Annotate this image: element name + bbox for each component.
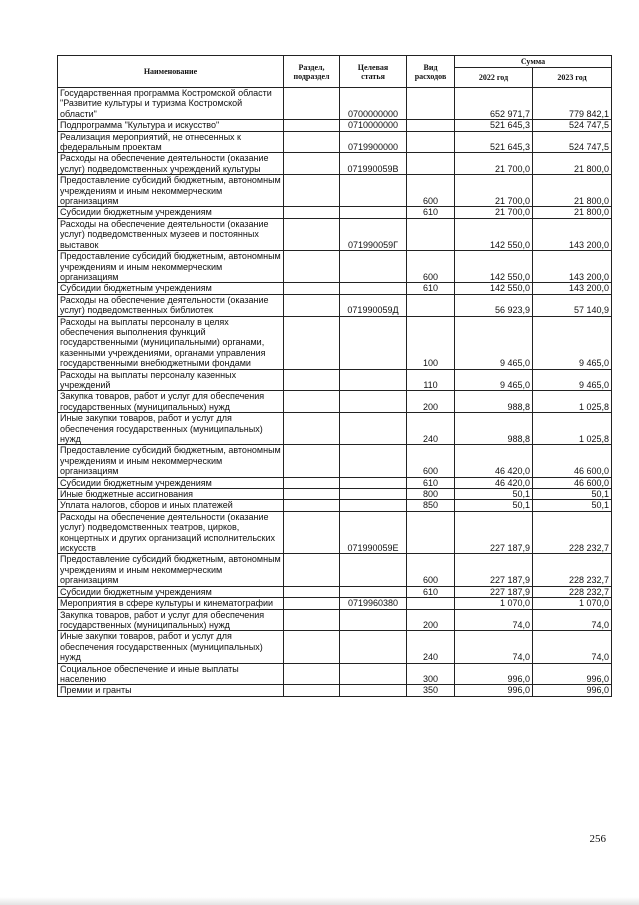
row-type: 600 [407,554,455,586]
row-code: 071990059Е [340,511,407,554]
table-row [58,554,612,586]
row-type: 850 [407,500,455,511]
row-section [284,477,340,488]
table-row [58,218,612,250]
header-year-2023: 2023 год [533,68,612,88]
row-type [407,294,455,316]
table-row [58,294,612,316]
row-amount-2023: 21 800,0 [533,153,612,175]
row-section [284,445,340,477]
row-section [284,598,340,609]
row-amount-2023: 9 465,0 [533,369,612,391]
table-row [58,500,612,511]
row-amount-2023: 74,0 [533,631,612,663]
row-code [340,207,407,218]
row-type [407,131,455,153]
row-amount-2023: 9 465,0 [533,316,612,369]
row-amount-2022: 74,0 [455,609,533,631]
row-name: Предоставление субсидий бюджетным, автономным учреждениям и иным некоммерческим организациям [58,445,284,477]
header-year-2022: 2022 год [455,68,533,88]
row-section [284,316,340,369]
table-row [58,609,612,631]
table-row [58,477,612,488]
row-amount-2023: 50,1 [533,500,612,511]
row-amount-2022: 227 187,9 [455,554,533,586]
row-section [284,218,340,250]
row-amount-2023: 228 232,7 [533,586,612,597]
table-row [58,120,612,131]
header-section: Раздел, подраздел [284,56,340,88]
row-section [284,631,340,663]
row-amount-2023: 46 600,0 [533,445,612,477]
row-name: Расходы на обеспечение деятельности (оказание услуг) подведомственных музеев и постоянных выставок [58,218,284,250]
row-section [284,511,340,554]
row-name: Субсидии бюджетным учреждениям [58,477,284,488]
row-amount-2022: 142 550,0 [455,251,533,283]
row-name: Иные закупки товаров, работ и услуг для обеспечения государственных (муниципальных) нужд [58,413,284,445]
row-code [340,316,407,369]
row-code [340,586,407,597]
row-name: Предоставление субсидий бюджетным, автономным учреждениям и иным некоммерческим организациям [58,554,284,586]
row-type: 350 [407,685,455,696]
table-row [58,489,612,500]
row-type: 110 [407,369,455,391]
row-name: Расходы на выплаты персоналу казенных учреждений [58,369,284,391]
row-name: Расходы на обеспечение деятельности (оказание услуг) подведомственных театров, цирков, концертных и других организаций исполнительских искусств [58,511,284,554]
row-amount-2023: 50,1 [533,489,612,500]
header-name: Наименование [58,56,284,88]
row-type: 610 [407,207,455,218]
row-amount-2023: 46 600,0 [533,477,612,488]
row-type: 600 [407,445,455,477]
table-row [58,663,612,685]
table-row [58,391,612,413]
row-type: 600 [407,175,455,207]
row-amount-2023: 21 800,0 [533,207,612,218]
row-amount-2023: 74,0 [533,609,612,631]
row-amount-2022: 21 700,0 [455,175,533,207]
row-code [340,413,407,445]
row-type: 240 [407,413,455,445]
row-code: 071990059В [340,153,407,175]
row-name: Премии и гранты [58,685,284,696]
row-amount-2023: 57 140,9 [533,294,612,316]
row-type [407,218,455,250]
row-amount-2022: 9 465,0 [455,369,533,391]
row-amount-2023: 1 025,8 [533,413,612,445]
row-section [284,391,340,413]
row-amount-2023: 524 747,5 [533,131,612,153]
row-section [284,685,340,696]
row-amount-2022: 988,8 [455,391,533,413]
row-type: 300 [407,663,455,685]
row-amount-2022: 521 645,3 [455,131,533,153]
row-amount-2022: 988,8 [455,413,533,445]
row-section [284,609,340,631]
row-amount-2022: 521 645,3 [455,120,533,131]
row-name: Субсидии бюджетным учреждениям [58,586,284,597]
row-name: Социальное обеспечение и иные выплаты населению [58,663,284,685]
row-amount-2023: 996,0 [533,685,612,696]
table-row [58,369,612,391]
row-section [284,554,340,586]
row-type: 610 [407,283,455,294]
row-name: Иные бюджетные ассигнования [58,489,284,500]
row-section [284,413,340,445]
row-section [284,369,340,391]
row-section [284,120,340,131]
row-amount-2022: 996,0 [455,663,533,685]
table-row [58,175,612,207]
row-code [340,609,407,631]
row-code [340,631,407,663]
row-section [284,500,340,511]
row-amount-2023: 779 842,1 [533,88,612,120]
row-name: Расходы на обеспечение деятельности (оказание услуг) подведомственных библиотек [58,294,284,316]
row-code [340,175,407,207]
row-name: Иные закупки товаров, работ и услуг для обеспечения государственных (муниципальных) нужд [58,631,284,663]
row-amount-2022: 9 465,0 [455,316,533,369]
row-code: 0719960380 [340,598,407,609]
table-row [58,283,612,294]
row-type: 100 [407,316,455,369]
table-row [58,131,612,153]
row-amount-2022: 21 700,0 [455,207,533,218]
table-row [58,88,612,120]
row-code [340,489,407,500]
row-name: Расходы на выплаты персоналу в целях обеспечения выполнения функций государственными (муниципальными) органами, казенными учреждениями, органами управления государственными внебюджетными фондами [58,316,284,369]
row-type [407,120,455,131]
row-code: 0710000000 [340,120,407,131]
row-code [340,477,407,488]
table-row [58,685,612,696]
row-code [340,251,407,283]
header-sum: Сумма [455,56,612,68]
row-code: 0700000000 [340,88,407,120]
row-section [284,153,340,175]
row-name: Закупка товаров, работ и услуг для обеспечения государственных (муниципальных) нужд [58,609,284,631]
row-code [340,445,407,477]
table-row [58,598,612,609]
row-amount-2023: 143 200,0 [533,283,612,294]
row-amount-2022: 227 187,9 [455,586,533,597]
row-name: Предоставление субсидий бюджетным, автономным учреждениям и иным некоммерческим организациям [58,175,284,207]
row-amount-2022: 56 923,9 [455,294,533,316]
row-code [340,391,407,413]
row-name: Расходы на обеспечение деятельности (оказание услуг) подведомственных учреждений культуры [58,153,284,175]
row-amount-2023: 1 070,0 [533,598,612,609]
row-section [284,88,340,120]
table-body [58,88,612,697]
row-amount-2022: 74,0 [455,631,533,663]
row-amount-2023: 996,0 [533,663,612,685]
row-amount-2022: 227 187,9 [455,511,533,554]
row-amount-2023: 524 747,5 [533,120,612,131]
row-amount-2022: 46 420,0 [455,477,533,488]
row-amount-2023: 143 200,0 [533,218,612,250]
row-amount-2022: 1 070,0 [455,598,533,609]
row-type: 200 [407,391,455,413]
table-row [58,207,612,218]
table-row [58,631,612,663]
row-code [340,554,407,586]
row-type [407,511,455,554]
row-type: 610 [407,586,455,597]
table-row [58,586,612,597]
budget-table [57,55,612,697]
row-section [284,207,340,218]
row-type: 200 [407,609,455,631]
row-type [407,88,455,120]
row-code: 071990059Г [340,218,407,250]
table-row [58,413,612,445]
page-number: 256 [589,833,606,845]
row-section [284,131,340,153]
table-row [58,153,612,175]
row-section [284,251,340,283]
table-row [58,251,612,283]
row-name: Закупка товаров, работ и услуг для обеспечения государственных (муниципальных) нужд [58,391,284,413]
row-code: 071990059Д [340,294,407,316]
row-code [340,500,407,511]
row-code [340,369,407,391]
row-name: Предоставление субсидий бюджетным, автономным учреждениям и иным некоммерческим организациям [58,251,284,283]
row-amount-2023: 228 232,7 [533,554,612,586]
table-row [58,511,612,554]
row-name: Субсидии бюджетным учреждениям [58,207,284,218]
row-amount-2022: 142 550,0 [455,283,533,294]
row-name: Мероприятия в сфере культуры и кинематографии [58,598,284,609]
row-amount-2023: 143 200,0 [533,251,612,283]
row-section [284,175,340,207]
row-section [284,294,340,316]
row-type [407,598,455,609]
row-type: 610 [407,477,455,488]
row-name: Реализация мероприятий, не отнесенных к федеральным проектам [58,131,284,153]
row-code: 0719900000 [340,131,407,153]
row-section [284,586,340,597]
row-name: Субсидии бюджетным учреждениям [58,283,284,294]
row-type: 240 [407,631,455,663]
row-code [340,283,407,294]
row-section [284,489,340,500]
row-code [340,663,407,685]
header-type: Вид расходов [407,56,455,88]
row-code [340,685,407,696]
header-target: Целевая статья [340,56,407,88]
row-amount-2022: 50,1 [455,489,533,500]
row-amount-2022: 21 700,0 [455,153,533,175]
row-name: Государственная программа Костромской области "Развитие культуры и туризма Костромской области" [58,88,284,120]
table-row [58,316,612,369]
row-amount-2022: 50,1 [455,500,533,511]
row-name: Уплата налогов, сборов и иных платежей [58,500,284,511]
row-amount-2023: 228 232,7 [533,511,612,554]
row-amount-2023: 1 025,8 [533,391,612,413]
row-type [407,153,455,175]
row-amount-2022: 142 550,0 [455,218,533,250]
row-name: Подпрограмма "Культура и искусство" [58,120,284,131]
table-row [58,445,612,477]
row-type: 600 [407,251,455,283]
row-amount-2022: 652 971,7 [455,88,533,120]
row-section [284,663,340,685]
scan-bottom-edge [0,897,639,905]
row-amount-2022: 46 420,0 [455,445,533,477]
row-type: 800 [407,489,455,500]
row-amount-2023: 21 800,0 [533,175,612,207]
row-amount-2022: 996,0 [455,685,533,696]
row-section [284,283,340,294]
